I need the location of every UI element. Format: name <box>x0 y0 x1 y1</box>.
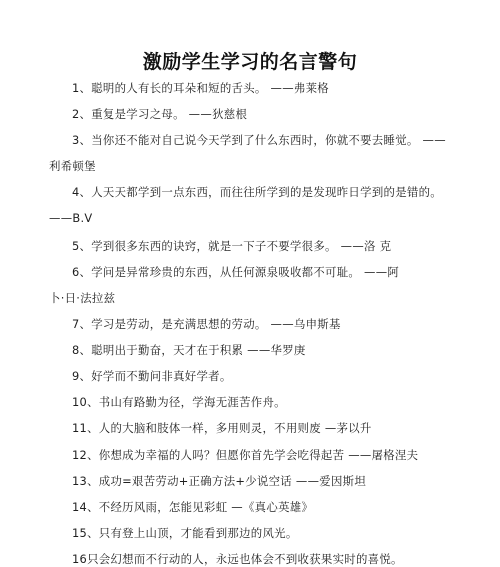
quote-line-4: 4、人天天都学到一点东西，而往往所学到的是发现昨日学到的是错的。 <box>72 185 442 199</box>
quote-line-15: 15、只有登上山顶，才能看到那边的风光。 <box>72 526 298 540</box>
quote-line-12: 12、你想成为幸福的人吗？但愿你首先学会吃得起苦 ——屠格涅夫 <box>72 448 419 462</box>
quote-line-2: 2、重复是学习之母。 ——狄慈根 <box>72 107 248 121</box>
quote-line-10: 10、书山有路勤为径，学海无涯苦作舟。 <box>72 395 286 409</box>
quote-line-9: 9、好学而不勤问非真好学者。 <box>72 369 232 383</box>
quote-line-14: 14、不经历风雨，怎能见彩虹 —《真心英雄》 <box>72 500 314 514</box>
quote-line-11: 11、人的大脑和肢体一样，多用则灵，不用则废 —茅以升 <box>72 421 372 435</box>
quote-line-8: 8、聪明出于勤奋，天才在于积累 ——华罗庚 <box>72 343 306 357</box>
quote-line-7: 7、学习是劳动，是充满思想的劳动。 ——乌申斯基 <box>72 317 341 331</box>
quote-line-3: 3、当你还不能对自己说今天学到了什么东西时，你就不要去睡觉。 —— <box>72 133 446 147</box>
quote-line-1: 1、聪明的人有长的耳朵和短的舌头。 ——弗莱格 <box>72 81 329 95</box>
quote-line-16: 16只会幻想而不行动的人，永远也体会不到收获果实时的喜悦。 <box>72 552 403 566</box>
quote-line-6-cont: 卜·日·法拉兹 <box>49 291 116 305</box>
quote-line-4-cont: ——B.V <box>49 211 93 225</box>
quote-line-13: 13、成功=艰苦劳动+正确方法+少说空话 ——爱因斯坦 <box>72 474 367 488</box>
page-title: 激励学生学习的名言警句 <box>142 51 358 73</box>
quote-line-5: 5、学到很多东西的诀窍，就是一下子不要学很多。 ——洛 克 <box>72 239 392 253</box>
quote-line-6: 6、学问是异常珍贵的东西，从任何源泉吸收都不可耻。 ——阿 <box>72 265 400 279</box>
quote-line-3-cont: 利希顿堡 <box>49 159 96 173</box>
